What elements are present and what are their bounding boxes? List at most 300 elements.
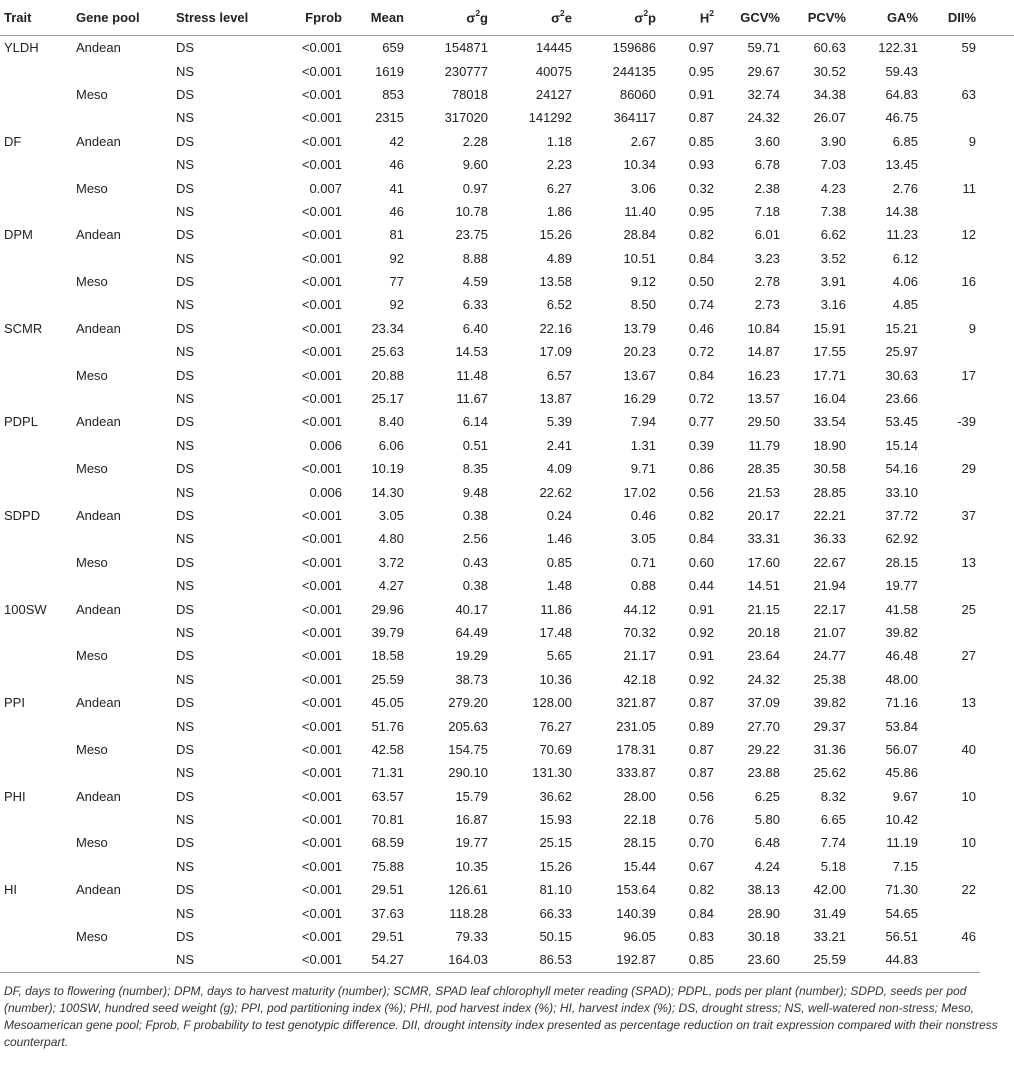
cell-heritability: 0.32 [688,180,714,196]
cell-heritability: 0.87 [688,765,714,781]
cell-pcv: 30.52 [813,63,846,79]
cell-mean: 29.51 [371,929,404,945]
header-sigma2g-sub: g [480,10,488,26]
cell-fprob: <0.001 [301,578,342,594]
cell-sigma2e: 2.41 [546,437,572,453]
cell-gcv: 4.24 [754,858,780,874]
cell-dii: 27 [961,648,976,664]
cell-fprob: <0.001 [301,741,342,757]
cell-ga: 30.63 [885,367,918,383]
cell-gene-pool [72,901,172,924]
cell-pcv: 31.36 [813,741,846,757]
cell-fprob: <0.001 [301,63,342,79]
table-row [0,551,1014,574]
cell-gene-pool [72,948,172,972]
cell-heritability: 0.95 [688,203,714,219]
cell-mean: 81 [389,227,404,243]
cell-trait: SCMR [4,320,43,336]
cell-dii [922,59,980,82]
cell-mean: 68.59 [371,835,404,851]
cell-heritability: 0.92 [688,624,714,640]
cell-sigma2e: 5.65 [546,648,572,664]
table-row [0,948,1014,972]
header-dii: DII% [922,0,980,36]
cell-mean: 42.58 [371,741,404,757]
cell-fprob: <0.001 [301,905,342,921]
header-heritability [660,0,718,36]
cell-dii [922,714,980,737]
cell-mean: 75.88 [371,858,404,874]
cell-stress-level: NS [176,484,195,500]
cell-dii: 40 [961,741,976,757]
header-sigma2e [492,0,576,36]
cell-sigma2e: 40075 [535,63,572,79]
cell-sigma2p: 9.71 [630,461,656,477]
cell-stress-level: NS [176,110,195,126]
cell-pcv: 24.77 [813,648,846,664]
cell-mean: 8.40 [378,414,404,430]
cell-sigma2e: 15.26 [539,858,572,874]
cell-gene-pool: Meso [76,929,108,945]
cell-sigma2p: 20.23 [623,344,656,360]
cell-gene-pool: Andean [76,320,121,336]
cell-sigma2p: 192.87 [576,948,660,972]
cell-gene-pool: Andean [76,788,121,804]
cell-gene-pool [72,434,172,457]
cell-stress-level: DS [176,180,195,196]
cell-mean: 46 [389,157,404,173]
cell-gcv: 37.09 [747,695,780,711]
cell-sigma2p: 11.40 [624,203,656,219]
cell-stress-level: DS [176,835,195,851]
cell-gene-pool [72,59,172,82]
cell-sigma2e: 15.93 [539,812,572,828]
cell-ga: 59.43 [885,63,918,79]
cell-ga: 4.85 [892,297,918,313]
cell-gcv: 5.80 [754,812,780,828]
cell-gcv: 24.32 [747,110,780,126]
cell-fprob: <0.001 [301,133,342,149]
cell-stress-level: DS [176,929,195,945]
cell-heritability: 0.82 [688,882,714,898]
cell-ga: 2.76 [892,180,918,196]
cell-sigma2e: 22.16 [539,320,572,336]
cell-ga: 46.48 [885,648,918,664]
cell-heritability: 0.39 [688,437,714,453]
cell-pcv: 3.90 [820,133,846,149]
cell-mean: 2315 [375,110,404,126]
cell-gcv: 29.22 [747,741,780,757]
cell-sigma2g: 11.48 [456,367,488,383]
cell-gcv: 28.90 [747,905,780,921]
table-row [0,130,1014,153]
cell-trait [0,247,72,270]
header-sigma2p-symbol: σ [634,10,644,26]
cell-sigma2e: 2.23 [546,157,572,173]
table-footnote: DF, days to flowering (number); DPM, days to harvest maturity (number); SCMR, SPAD leaf chlorophyll meter reading (SPAD); PDPL, pods per plant (number); SDPD, seeds per pod (number); 100SW, hundred seed weight (g); PPI, pod partitioning index (%); PHI, pod harvest index (%); HI, harvest index (%); DS, drought stress; NS, well-watered non-stress; Meso, Mesoamerican gene pool; Fprob, F probability to test genotypic difference. DII, drought intensity index presented as percentage reduction on trait expression compared with their nonstress counterpart. [4,983,998,1049]
cell-sigma2p: 10.34 [623,157,656,173]
cell-ga: 48.00 [885,671,918,687]
cell-trait [0,527,72,550]
cell-ga: 44.83 [850,948,922,972]
cell-pcv: 3.52 [820,250,846,266]
cell-gene-pool [72,574,172,597]
cell-heritability: 0.76 [688,812,714,828]
cell-pcv: 36.33 [813,531,846,547]
cell-dii: 63 [961,86,976,102]
cell-mean: 10.19 [371,461,404,477]
cell-gene-pool: Meso [76,835,108,851]
cell-fprob: <0.001 [301,718,342,734]
cell-ga: 46.75 [885,110,918,126]
cell-mean: 20.88 [371,367,404,383]
cell-sigma2g: 118.28 [449,905,488,921]
cell-fprob: <0.001 [301,391,342,407]
cell-gene-pool: Meso [76,461,108,477]
cell-gcv: 28.35 [747,461,780,477]
cell-ga: 53.84 [885,718,918,734]
cell-trait [0,668,72,691]
cell-mean: 25.59 [371,671,404,687]
cell-mean: 18.58 [371,648,404,664]
cell-dii [922,948,980,972]
cell-ga: 14.38 [885,203,918,219]
table-row [0,621,1014,644]
table-body [0,36,1014,973]
table-row [0,831,1014,854]
cell-sigma2p: 17.02 [623,484,656,500]
cell-sigma2g: 11.67 [456,391,488,407]
cell-dii [922,761,980,784]
cell-sigma2g: 0.38 [462,508,488,523]
cell-sigma2p: 0.71 [630,554,656,570]
cell-sigma2e: 66.33 [539,905,572,921]
cell-trait [0,363,72,386]
cell-sigma2e: 1.86 [546,203,572,219]
cell-sigma2e: 6.52 [546,297,572,313]
cell-mean: 39.79 [371,624,404,640]
cell-gcv: 6.01 [754,227,780,243]
header-gcv: GCV% [718,0,784,36]
cell-gcv: 24.32 [747,671,780,687]
cell-sigma2e: 5.39 [546,414,572,430]
table-row [0,434,1014,457]
cell-sigma2g: 64.49 [455,624,488,640]
cell-gene-pool: Andean [76,414,121,430]
cell-sigma2p: 364117 [613,110,656,126]
cell-mean: 23.34 [371,320,404,336]
cell-gene-pool [72,527,172,550]
cell-trait [0,176,72,199]
cell-gene-pool: Meso [76,367,108,383]
cell-dii [922,901,980,924]
cell-gcv: 38.13 [747,882,780,898]
cell-trait: PDPL [4,414,38,430]
cell-gcv: 6.48 [754,835,780,851]
cell-gcv: 6.78 [754,157,780,173]
cell-mean: 1619 [375,63,404,79]
cell-ga: 13.45 [885,157,918,173]
cell-gcv: 2.78 [754,274,780,290]
cell-sigma2g: 9.60 [462,157,488,173]
cell-trait [0,855,72,878]
cell-heritability: 0.82 [688,508,714,523]
cell-fprob: <0.001 [301,297,342,313]
cell-sigma2g: 2.28 [462,133,488,149]
cell-sigma2g: 38.73 [455,671,488,687]
cell-fprob: <0.001 [301,110,342,126]
cell-heritability: 0.85 [688,133,714,149]
cell-trait [0,738,72,761]
cell-gene-pool [72,293,172,316]
cell-trait [0,761,72,784]
cell-dii: 10 [961,788,976,804]
cell-sigma2e: 4.89 [546,250,572,266]
cell-pcv: 7.38 [820,203,846,219]
cell-sigma2p: 13.67 [623,367,656,383]
table-row [0,223,1014,246]
table-row [0,317,1014,340]
cell-sigma2g: 6.40 [462,320,488,336]
cell-stress-level: DS [176,274,195,290]
cell-pcv: 60.63 [813,40,846,56]
cell-gcv: 29.67 [747,63,780,79]
cell-ga: 41.58 [885,601,918,617]
cell-ga: 37.72 [885,508,918,523]
cell-ga: 62.92 [885,531,918,547]
cell-trait [0,714,72,737]
cell-gene-pool [72,106,172,129]
cell-ga: 64.83 [885,86,918,102]
cell-stress-level: DS [176,788,195,804]
cell-sigma2e: 17.09 [539,344,572,360]
cell-dii: 13 [961,554,976,570]
cell-trait [0,270,72,293]
cell-sigma2e: 81.10 [539,882,572,898]
cell-pcv: 26.07 [813,110,846,126]
cell-stress-level: NS [176,531,195,547]
cell-stress-level: DS [176,695,195,711]
cell-pcv: 33.21 [813,929,846,945]
header-sigma2p-sup: 2 [643,8,649,19]
cell-sigma2p: 16.29 [623,391,656,407]
cell-gcv: 32.74 [747,86,780,102]
cell-trait [0,153,72,176]
cell-pcv: 31.49 [813,905,846,921]
cell-gene-pool [72,855,172,878]
cell-gene-pool: Andean [76,227,121,243]
table-row [0,293,1014,316]
cell-dii [922,200,980,223]
cell-mean: 51.76 [371,718,404,734]
cell-heritability: 0.85 [660,948,718,972]
cell-fprob: <0.001 [301,344,342,360]
cell-heritability: 0.44 [688,578,714,594]
cell-dii: 12 [961,227,976,243]
cell-sigma2e: 76.27 [539,718,572,734]
cell-fprob: <0.001 [268,948,346,972]
cell-dii: 9 [968,133,976,149]
cell-fprob: <0.001 [301,695,342,711]
header-sigma2g [408,0,492,36]
cell-pcv: 18.90 [813,437,846,453]
cell-stress-level: NS [176,718,195,734]
cell-ga: 4.06 [892,274,918,290]
table-row [0,855,1014,878]
cell-gene-pool [72,714,172,737]
cell-heritability: 0.60 [688,554,714,570]
cell-dii [922,387,980,410]
cell-sigma2g: 9.48 [462,484,488,500]
cell-dii [922,293,980,316]
cell-sigma2p: 321.87 [616,695,656,711]
cell-mean: 25.63 [371,344,404,360]
cell-dii [922,153,980,176]
cell-sigma2e: 11.86 [540,601,572,617]
cell-dii: 29 [961,461,976,477]
table-row [0,153,1014,176]
cell-gcv: 23.60 [718,948,784,972]
cell-fprob: <0.001 [301,320,342,336]
cell-pcv: 33.54 [813,414,846,430]
cell-heritability: 0.87 [688,695,714,711]
cell-gcv: 59.71 [747,40,780,56]
cell-trait: DF [4,133,22,149]
cell-sigma2g: 154.75 [448,741,488,757]
cell-ga: 56.07 [885,741,918,757]
table-row [0,36,1014,60]
cell-trait: 100SW [4,601,47,617]
table-row [0,668,1014,691]
cell-gcv: 3.23 [754,250,780,266]
cell-heritability: 0.84 [688,367,714,383]
cell-sigma2e: 0.85 [546,554,572,570]
table-row [0,925,1014,948]
cell-fprob: <0.001 [301,414,342,430]
table-row [0,176,1014,199]
cell-sigma2g: 0.97 [462,180,488,196]
cell-sigma2g: 205.63 [448,718,488,734]
cell-heritability: 0.87 [688,741,714,757]
cell-mean: 14.30 [371,484,404,500]
cell-sigma2p: 28.84 [623,227,656,243]
cell-stress-level: DS [176,554,195,570]
header-sigma2p-sub: p [648,10,656,26]
cell-heritability: 0.86 [688,461,714,477]
cell-heritability: 0.89 [688,718,714,734]
cell-sigma2p: 28.00 [623,788,656,804]
cell-fprob: <0.001 [301,648,342,664]
cell-stress-level: DS [176,508,195,523]
cell-sigma2g: 78018 [451,86,488,102]
cell-stress-level: DS [176,601,195,617]
cell-trait [0,621,72,644]
cell-gcv: 14.51 [747,578,780,594]
cell-trait [0,901,72,924]
cell-gene-pool [72,247,172,270]
cell-sigma2e: 0.24 [546,508,572,523]
cell-trait [0,387,72,410]
cell-sigma2p: 231.05 [616,718,656,734]
cell-heritability: 0.83 [688,929,714,945]
cell-mean: 45.05 [371,695,404,711]
cell-gcv: 29.50 [747,414,780,430]
cell-pcv: 17.71 [813,367,846,383]
cell-dii: 46 [961,929,976,945]
cell-dii: 37 [961,508,976,523]
cell-sigma2e: 1.46 [546,531,572,547]
cell-sigma2g: 8.35 [462,461,488,477]
table-row [0,457,1014,480]
cell-dii [922,527,980,550]
cell-gene-pool [72,621,172,644]
cell-stress-level: DS [176,40,195,56]
cell-ga: 19.77 [885,578,918,594]
table-row [0,597,1014,620]
cell-dii [922,808,980,831]
cell-sigma2g: 19.29 [455,648,488,664]
cell-ga: 15.14 [885,437,918,453]
cell-fprob: <0.001 [301,812,342,828]
cell-trait: DPM [4,227,33,243]
cell-sigma2p: 22.18 [623,812,656,828]
cell-dii [922,480,980,503]
table-row [0,410,1014,433]
cell-sigma2p: 0.46 [630,508,656,523]
cell-fprob: 0.006 [309,437,342,453]
cell-heritability: 0.91 [688,86,714,102]
cell-sigma2e: 36.62 [539,788,572,804]
cell-mean: 54.27 [346,948,408,972]
cell-heritability: 0.97 [688,40,714,56]
cell-pcv: 42.00 [813,882,846,898]
cell-gene-pool: Andean [76,882,121,898]
cell-heritability: 0.91 [688,648,714,664]
cell-fprob: <0.001 [301,858,342,874]
cell-stress-level: NS [176,858,195,874]
cell-sigma2e: 17.48 [539,624,572,640]
cell-sigma2p: 3.06 [630,180,656,196]
cell-sigma2p: 1.31 [630,437,656,453]
cell-pcv: 25.59 [784,948,850,972]
table-header-row [0,0,1014,36]
cell-sigma2p: 333.87 [616,765,656,781]
cell-trait: YLDH [4,40,39,56]
cell-fprob: <0.001 [301,624,342,640]
cell-pcv: 8.32 [820,788,846,804]
cell-ga: 7.15 [892,858,918,874]
header-sigma2g-symbol: σ [466,10,476,26]
cell-sigma2e: 13.87 [539,391,572,407]
cell-dii [922,668,980,691]
cell-fprob: <0.001 [301,508,342,523]
cell-sigma2g: 6.14 [462,414,488,430]
cell-mean: 70.81 [371,812,404,828]
cell-sigma2p: 28.15 [623,835,656,851]
cell-dii [922,247,980,270]
header-stress-level: Stress level [172,0,268,36]
cell-mean: 92 [389,297,404,313]
cell-gene-pool: Meso [76,180,108,196]
cell-pcv: 22.67 [813,554,846,570]
cell-gcv: 30.18 [747,929,780,945]
cell-dii [922,106,980,129]
cell-ga: 11.23 [886,227,918,243]
cell-trait: PPI [4,695,25,711]
cell-mean: 6.06 [378,437,404,453]
table-row [0,340,1014,363]
cell-stress-level: NS [176,157,195,173]
